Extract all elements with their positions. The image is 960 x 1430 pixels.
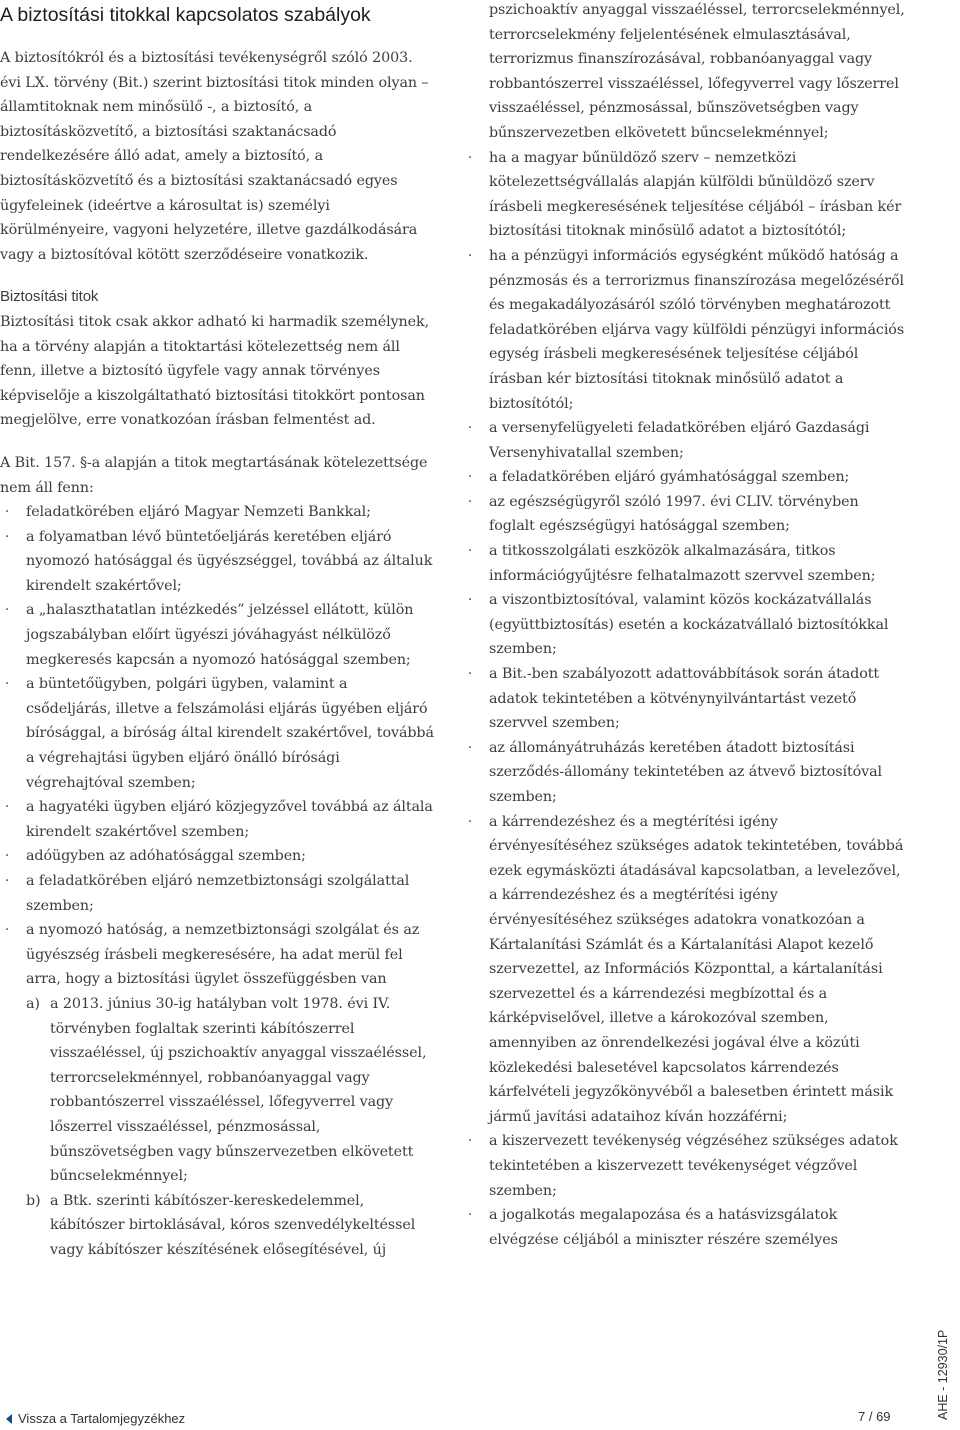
bullet-icon: · (467, 1207, 473, 1224)
list-item: · az egészségügyről szóló 1997. évi CLIV. törvényben foglalt egészségügyi hatósággal szemben; (463, 490, 905, 539)
bullet-icon: · (4, 922, 10, 939)
list-item: · a „halaszthatatlan intézkedés” jelzéssel ellátott, külön jogszabályban előírt ügyészi jóváhagyást nélkülöző megkeresés kapcsán a nyomozó hatósággal szemben; (0, 598, 436, 672)
sub-list (26, 992, 436, 1263)
list-item: · a viszontbiztosítóval, valamint közös kockázatvállalás (együttbiztosítás) esetén a kockázatvállaló biztosítókkal szemben; (463, 588, 905, 662)
bullet-icon: · (4, 676, 10, 693)
bullet-icon: · (4, 602, 10, 619)
right-column (463, 0, 905, 1252)
list-item: · feladatkörében eljáró Magyar Nemzeti Bankkal; (0, 500, 436, 525)
list-item: · adóügyben az adóhatósággal szemben; (0, 844, 436, 869)
sub-list-item: a) a 2013. június 30-ig hatályban volt 1978. évi IV. törvényben foglaltak szerinti kábítószerrel visszaéléssel, új pszichoaktív anyaggal visszaéléssel, terrorcselekménnyel, robbanóanyaggal vagy robbantószerrel visszaéléssel, lőfegyverrel vagy lőszerrel visszaéléssel, pénzmosással, bűnszövetségben vagy bűnszervezetben elkövetett bűncselekménnyel; (26, 995, 427, 1185)
list-item: · a folyamatban lévő büntetőeljárás keretében eljáró nyomozó hatósággal és ügyészséggel, továbbá az általuk kirendelt szakértővel; (0, 525, 436, 599)
bullet-icon: · (467, 247, 473, 264)
list-item: · ha a pénzügyi információs egységként működő hatóság a pénzmosás és a terrorizmus finanszírozása megelőzéséről és megakadályozásáról szóló törvényben meghatározott feladatkörében eljárva vagy külföldi pénzügyi információs egység írásbeli megkeresésének teljesítése céljából írásban kér biztosítási titoknak minősülő adatot a biztosítótól; (463, 244, 905, 416)
bullet-icon: · (467, 493, 473, 510)
bullet-icon: · (4, 799, 10, 816)
list-item: · a feladatkörében eljáró nemzetbiztonsági szolgálattal szemben; (0, 869, 436, 918)
list-item: · ha a magyar bűnüldöző szerv – nemzetközi kötelezettségvállalás alapján külföldi bűnüldöző szerv írásbeli megkeresésének teljesítése céljából – írásban kér biztosítási titoknak minősülő adatot a biztosítótól; (463, 146, 905, 244)
list-item: · a büntetőügyben, polgári ügyben, valamint a csődeljárás, illetve a felszámolási eljárás ügyében eljáró bírósággal, a bíróság által kirendelt szakértővel, továbbá a végrehajtási ügyben eljáró önálló bírósági végrehajtóval szemben; (0, 672, 436, 795)
list-item: · a hagyatéki ügyben eljáró közjegyzővel továbbá az általa kirendelt szakértővel szemben; (0, 795, 436, 844)
bit-paragraph: A Bit. 157. §-a alapján a titok megtartásának kötelezettsége nem áll fenn: (0, 454, 428, 496)
bullet-icon: · (467, 592, 473, 609)
list-item: · a jogalkotás megalapozása és a hatásvizsgálatok elvégzése céljából a miniszter részére személyes (463, 1203, 905, 1252)
secret-paragraph: Biztosítási titok csak akkor adható ki harmadik személynek, ha a törvény alapján a titoktartási kötelezettség nem áll fenn, illetve a biztosító ügyfele vagy annak törvényes képviselője a kiszolgáltatható biztosítási titokkört pontosan megjelölve, erre vonatkozóan írásban felmentést ad. (0, 313, 430, 429)
bullet-icon: · (467, 469, 473, 486)
bullet-icon: · (467, 739, 473, 756)
list-item: · a feladatkörében eljáró gyámhatósággal szemben; (463, 465, 905, 490)
document-code: AHE - 12930/1P (936, 1329, 950, 1420)
list-item: · a nyomozó hatóság, a nemzetbiztonsági szolgálat és az ügyészség írásbeli megkeresésére, ha adat merül fel arra, hogy a biztosítási ügylet összefüggésben van a) a 2013. június 30-ig hatályban volt 1978. évi IV. törvényben foglaltak szerinti kábítószerrel visszaéléssel, új pszichoaktív anyaggal visszaéléssel, terrorcselekménnyel, robbanóanyaggal vagy robbantószerrel visszaéléssel, lőfegyverrel vagy lőszerrel visszaéléssel, pénzmosással, bűnszövetségben vagy bűnszervezetben elkövetett bűncselekménnyel; b) a Btk. szerinti kábítószer-kereskedelemmel, kábítószer birtoklásával, kóros szenvedélykeltéssel vagy kábítószer készítésének elősegítésével, új (0, 918, 436, 1262)
back-to-contents-link[interactable] (6, 1411, 185, 1426)
back-link-label: Vissza a Tartalomjegyzékhez (18, 1411, 186, 1426)
continuation-paragraph: pszichoaktív anyaggal visszaéléssel, terrorcselekménnyel, terrorcselekmény feljelentésének elmulasztásával, terrorizmus finanszírozásával, robbanóanyaggal vagy robbantószerrel visszaéléssel, lőfegyverrel vagy lőszerrel visszaéléssel, pénzmosással, bűnszövetségben vagy bűnszervezetben elkövetett bűncselekménnyel; (489, 2, 905, 141)
list-item: · a kiszervezett tevékenység végzéséhez szükséges adatok tekintetében a kiszervezett tevékenységet végzővel szemben; (463, 1129, 905, 1203)
left-column (0, 46, 436, 1263)
bullet-icon: · (4, 873, 10, 889)
triangle-left-icon (6, 1414, 12, 1424)
list-item: · a titkosszolgálati eszközök alkalmazására, titkos információgyűjtésre felhatalmazott szervvel szemben; (463, 539, 905, 588)
exception-list-right (463, 146, 905, 1253)
list-item: · az állományátruházás keretében átadott biztosítási szerződés-állomány tekintetében az átvevő biztosítóval szemben; (463, 736, 905, 810)
exception-list-left (0, 500, 436, 1262)
bullet-icon: · (467, 1133, 473, 1150)
bullet-icon: · (467, 149, 473, 166)
sub-list-item: b) a Btk. szerinti kábítószer-kereskedelemmel, kábítószer birtoklásával, kóros szenvedélykeltéssel vagy kábítószer készítésének elősegítésével, új (26, 1192, 416, 1258)
page-title: A biztosítási titokkal kapcsolatos szabályok (0, 4, 371, 26)
list-item: · a kárrendezéshez és a megtérítési igény érvényesítéséhez szükséges adatok tekintetében, továbbá ezek egymásközti átadásával kapcsolatban, a levelezővel, a kárrendezéshez és a megtérítési igény érvényesítéséhez szükséges adatokra vonatkozóan a Kártalanítási Számlát és a Kártalanítási Alapot kezelő szervezettel, az Információs Központtal, a kártalanítási szervezettel és a kárrendezési megbízottal és a kárképviselővel, illetve a károkozóval szemben, amennyiben az önrendelkezési jogával élve a közúti közlekedési balesetével kapcsolatos kárrendezés kárfelvételi jegyzőkönyvéből a balesetben érintett másik jármű javítási adataihoz kíván hozzáférni; (463, 810, 905, 1130)
bullet-icon: · (467, 420, 473, 437)
section-heading: Biztosítási titok (0, 288, 99, 306)
bullet-icon: · (467, 666, 473, 683)
bullet-icon: · (4, 848, 10, 865)
page-number: 7 / 69 (858, 1409, 891, 1424)
list-item: · a Bit.-ben szabályozott adattovábbítások során átadott adatok tekintetében a kötvénynyilvántartást vezető szervvel szemben; (463, 662, 905, 736)
intro-paragraph: A biztosítókról és a biztosítási tevékenységről szóló 2003. évi LX. törvény (Bit.) szerint biztosítási titok minden olyan – államtitoknak nem minősülő -, a biztosító, a biztosításközvetítő, a biztosítási szaktanácsadó rendelkezésére álló adat, amely a biztosító, a biztosításközvetítő és a biztosítási szaktanácsadó egyes ügyfeleinek (ideértve a károsultat is) személyi körülményeire, vagyoni helyzetére, illetve gazdálkodására vagy a biztosítóval kötött szerződéseire vonatkozik. (0, 50, 429, 263)
bullet-icon: · (467, 813, 473, 830)
bullet-icon: · (467, 543, 473, 560)
bullet-icon: · (4, 504, 10, 521)
list-item: · a versenyfelügyeleti feladatkörében eljáró Gazdasági Versenyhivatallal szemben; (463, 416, 905, 465)
bullet-icon: · (4, 528, 10, 545)
